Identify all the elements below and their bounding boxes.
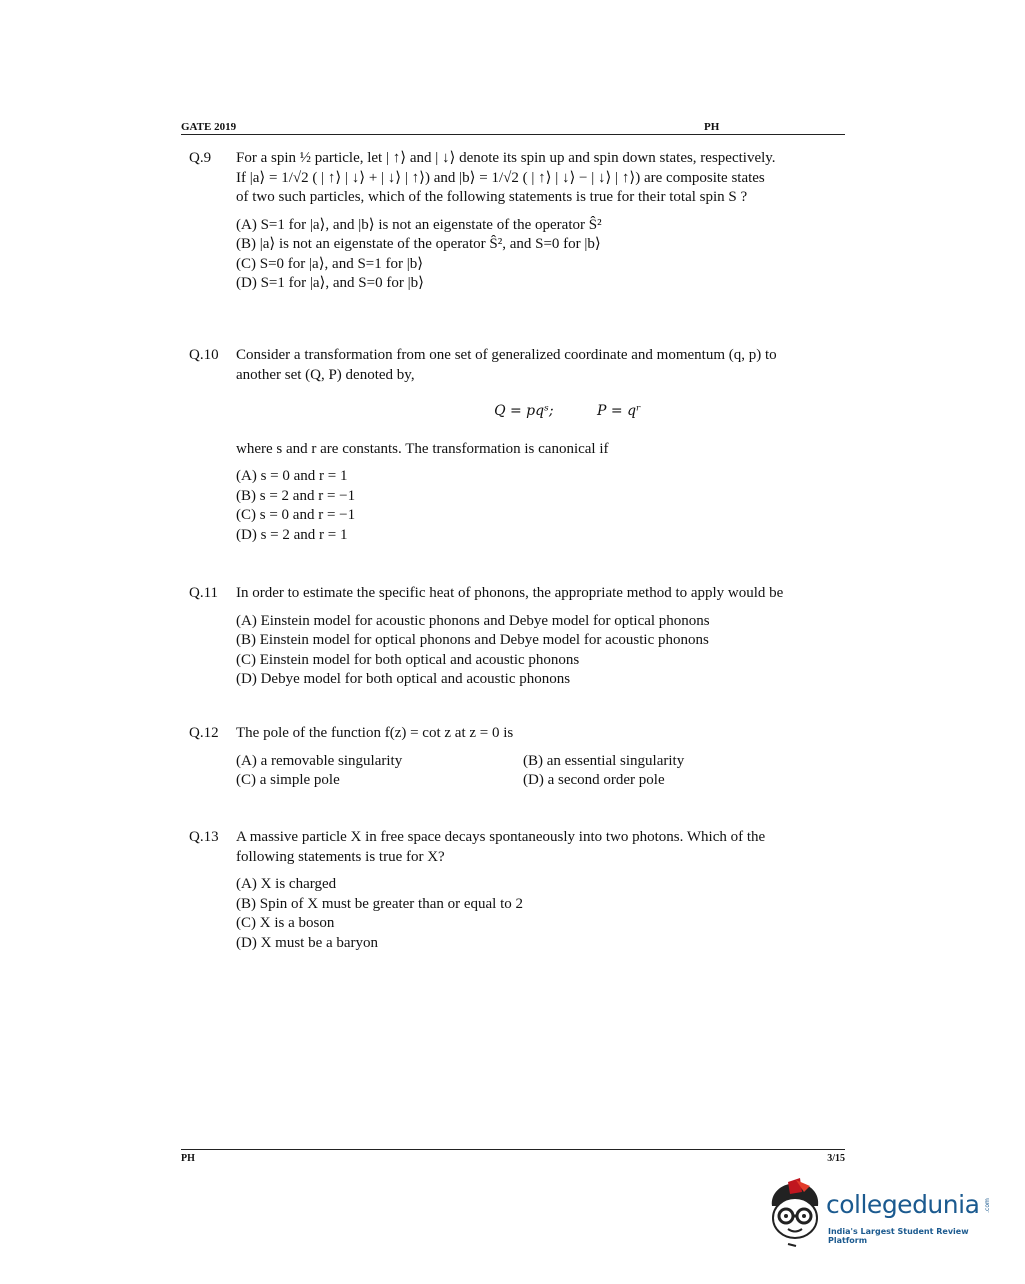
question-text-line: another set (Q, P) denoted by, (236, 366, 415, 383)
question-text-line: In order to estimate the specific heat of phonons, the appropriate method to apply would be (236, 585, 784, 601)
logo-suffix: .com (983, 1198, 991, 1213)
option-c[interactable]: (C) Einstein model for both optical and acoustic phonons (236, 651, 580, 668)
option-d[interactable]: (D) X must be a baryon (236, 934, 379, 951)
option-b[interactable]: (B) Spin of X must be greater than or equal to 2 (236, 895, 524, 912)
question-10 (189, 346, 839, 545)
question-number: Q.9 (189, 150, 212, 166)
option-a[interactable]: (A) S=1 for |a⟩, and |b⟩ is not an eigenstate of the operator Ŝ² (236, 216, 602, 233)
option-b[interactable]: (B) an essential singularity (523, 752, 685, 769)
question-text-line: following statements is true for X? (236, 848, 445, 865)
options-list (236, 467, 839, 545)
footer-paper-code: PH (181, 1153, 195, 1164)
option-c[interactable]: (C) s = 0 and r = −1 (236, 507, 356, 523)
question-number: Q.10 (189, 347, 219, 363)
option-a[interactable]: (A) a removable singularity (236, 752, 403, 769)
option-c[interactable]: (C) X is a boson (236, 915, 335, 931)
header-rule (181, 134, 845, 135)
options-list (236, 216, 839, 294)
option-b[interactable]: (B) s = 2 and r = −1 (236, 487, 356, 504)
option-a[interactable]: (A) X is charged (236, 876, 337, 892)
question-number: Q.11 (189, 585, 219, 601)
question-text-line: The pole of the function f(z) = cot z at z = 0 is (236, 725, 514, 741)
question-number: Q.12 (189, 725, 219, 741)
logo-wordmark: collegedunia (826, 1190, 980, 1219)
option-c[interactable]: (C) a simple pole (236, 772, 340, 788)
question-text-line: where s and r are constants. The transformation is canonical if (236, 440, 609, 457)
question-number: Q.13 (189, 829, 219, 845)
option-b[interactable]: (B) Einstein model for optical phonons and Debye model for acoustic phonons (236, 632, 709, 648)
footer-rule (181, 1149, 845, 1150)
page-number: 3/15 (827, 1153, 845, 1164)
option-d[interactable]: (D) a second order pole (523, 772, 665, 788)
question-11 (189, 584, 839, 690)
option-c[interactable]: (C) S=0 for |a⟩, and S=1 for |b⟩ (236, 255, 424, 272)
question-13 (189, 828, 839, 953)
question-text-line: For a spin ½ particle, let | ↑⟩ and | ↓⟩ denote its spin up and spin down states, respectively. (236, 150, 776, 166)
question-text-line: of two such particles, which of the following statements is true for their total spin S ? (236, 189, 748, 205)
logo-tagline: India's Largest Student Review Platform (828, 1227, 969, 1245)
collegedunia-logo[interactable] (766, 1178, 996, 1248)
option-d[interactable]: (D) s = 2 and r = 1 (236, 526, 348, 543)
question-12 (189, 724, 839, 791)
page-header (181, 121, 845, 135)
exam-title: GATE 2019 (181, 121, 237, 133)
options-list (236, 612, 839, 690)
question-text-line: If |a⟩ = 1/√2 ( | ↑⟩ | ↓⟩ + | ↓⟩ | ↑⟩) and |b⟩ = 1/√2 ( | ↑⟩ | ↓⟩ − | ↓⟩ | ↑⟩) are composite states (236, 169, 765, 186)
options-grid (236, 752, 839, 791)
equation-p: P = qʳ (597, 403, 641, 419)
question-text-line: A massive particle X in free space decays spontaneously into two photons. Which of the (236, 829, 766, 845)
option-d[interactable]: (D) S=1 for |a⟩, and S=0 for |b⟩ (236, 275, 424, 291)
option-a[interactable]: (A) s = 0 and r = 1 (236, 468, 348, 484)
paper-code: PH (704, 121, 720, 133)
option-a[interactable]: (A) Einstein model for acoustic phonons and Debye model for optical phonons (236, 612, 710, 629)
mascot-icon (766, 1178, 826, 1248)
equation-q: Q = pqˢ; (494, 403, 554, 419)
options-list (236, 875, 839, 953)
option-b[interactable]: (B) |a⟩ is not an eigenstate of the operator Ŝ², and S=0 for |b⟩ (236, 236, 601, 252)
question-text-line: Consider a transformation from one set of generalized coordinate and momentum (q, p) to (236, 347, 777, 363)
option-d[interactable]: (D) Debye model for both optical and acoustic phonons (236, 671, 571, 687)
question-9 (189, 149, 839, 294)
transformation-equation (236, 402, 839, 422)
